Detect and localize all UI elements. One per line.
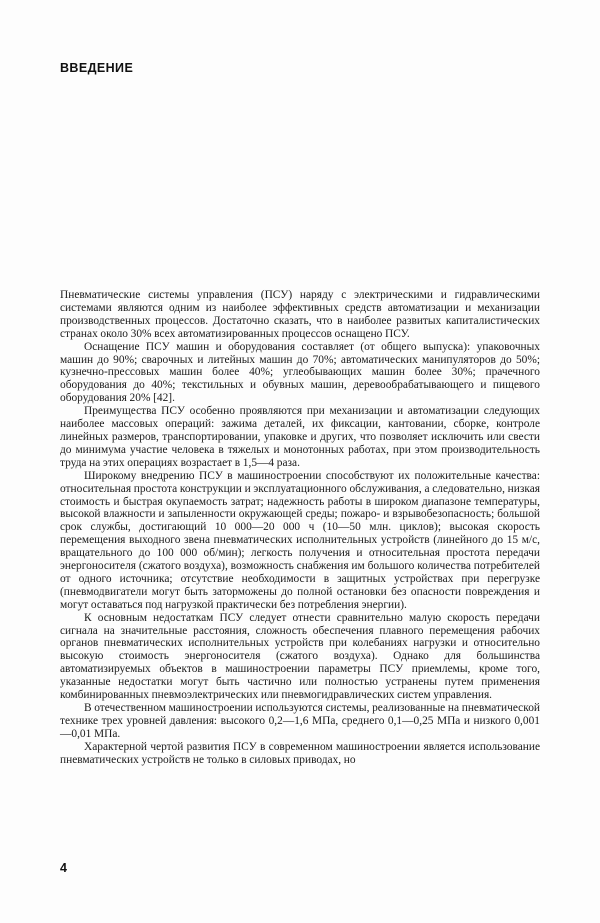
page-number: 4 bbox=[60, 861, 67, 875]
paragraph-advantages-operations: Преимущества ПСУ особенно проявляются при механизации и автоматизации следующих наиболее массовых операций: зажима деталей, их фиксации, кантовании, сборке, контроле линейных размеров, транспортировании, упаковке и других, что позволяет исключить или свести до минимума участие человека в тяжелых и монотонных работах, при этом производительность труда на этих операциях возрастает в 1,5—4 раза. bbox=[60, 405, 540, 469]
paragraph-characteristic-trend: Характерной чертой развития ПСУ в современном машиностроении является использование пневматических устройств не только в силовых приводах, но bbox=[60, 740, 540, 766]
paragraph-intro: Пневматические системы управления (ПСУ) наряду с электрическими и гидравлическими системами являются одним из наиболее эффективных средств автоматизации и механизации производственных процессов. Достаточно сказать, что в наиболее развитых капиталистических странах около 30% всех автоматизированных процессов оснащено ПСУ. bbox=[60, 289, 540, 340]
paragraph-positive-qualities: Широкому внедрению ПСУ в машиностроении способствуют их положительные качества: относительная простота конструкции и эксплуатационного обслуживания, а следовательно, низкая стоимость и быстрая окупаемость затрат; надежность работы в широком диапазоне температуры, высокой влажности и запыленности окружающей среды; пожаро- и взрывобезопасность; большой срок службы, достигающий 10 000—20 000 ч (10—50 млн. циклов); высокая скорость перемещения выходного звена пневматических исполнительных устройств (линейного до 15 м/с, вращательного до 100 000 об/мин); легкость получения и относительная простота передачи энергоносителя (сжатого воздуха), возможность снабжения им большого количества потребителей от одного источника; отсутствие необходимости в защитных устройствах при перегрузке (пневмодвигатели могут быть заторможены до полной остановки без опасности повреждения и могут оставаться под нагрузкой практически без потребления энергии). bbox=[60, 469, 540, 611]
body-text bbox=[60, 289, 540, 767]
paragraph-disadvantages: К основным недостаткам ПСУ следует отнести сравнительно малую скорость передачи сигнала на значительные расстояния, сложность обеспечения плавного перемещения рабочих органов пневматических исполнительных устройств при колебаниях нагрузки и относительно высокую стоимость энергоносителя (сжатого воздуха). Однако для большинства автоматизируемых объектов в машиностроении параметры ПСУ приемлемы, кроме того, указанные недостатки могут быть частично или полностью устранены путем применения комбинированных пневмоэлектрических или пневмогидравлических систем управления. bbox=[60, 611, 540, 702]
paragraph-equipment-share: Оснащение ПСУ машин и оборудования составляет (от общего выпуска): упаковочных машин до 90%; сварочных и литейных машин до 70%; автоматических манипуляторов до 50%; кузнечно-прессовых машин более 40%; углеобывающих машин более 30%; прачечного оборудования до 40%; текстильных и обувных машин, деревообрабатывающего и пищевого оборудования 20% [42]. bbox=[60, 340, 540, 405]
paragraph-pressure-levels: В отечественном машиностроении используются системы, реализованные на пневматической технике трех уровней давления: высокого 0,2—1,6 МПа, среднего 0,1—0,25 МПа и низкого 0,001—0,01 МПа. bbox=[60, 702, 540, 740]
section-heading: ВВЕДЕНИЕ bbox=[60, 61, 134, 75]
